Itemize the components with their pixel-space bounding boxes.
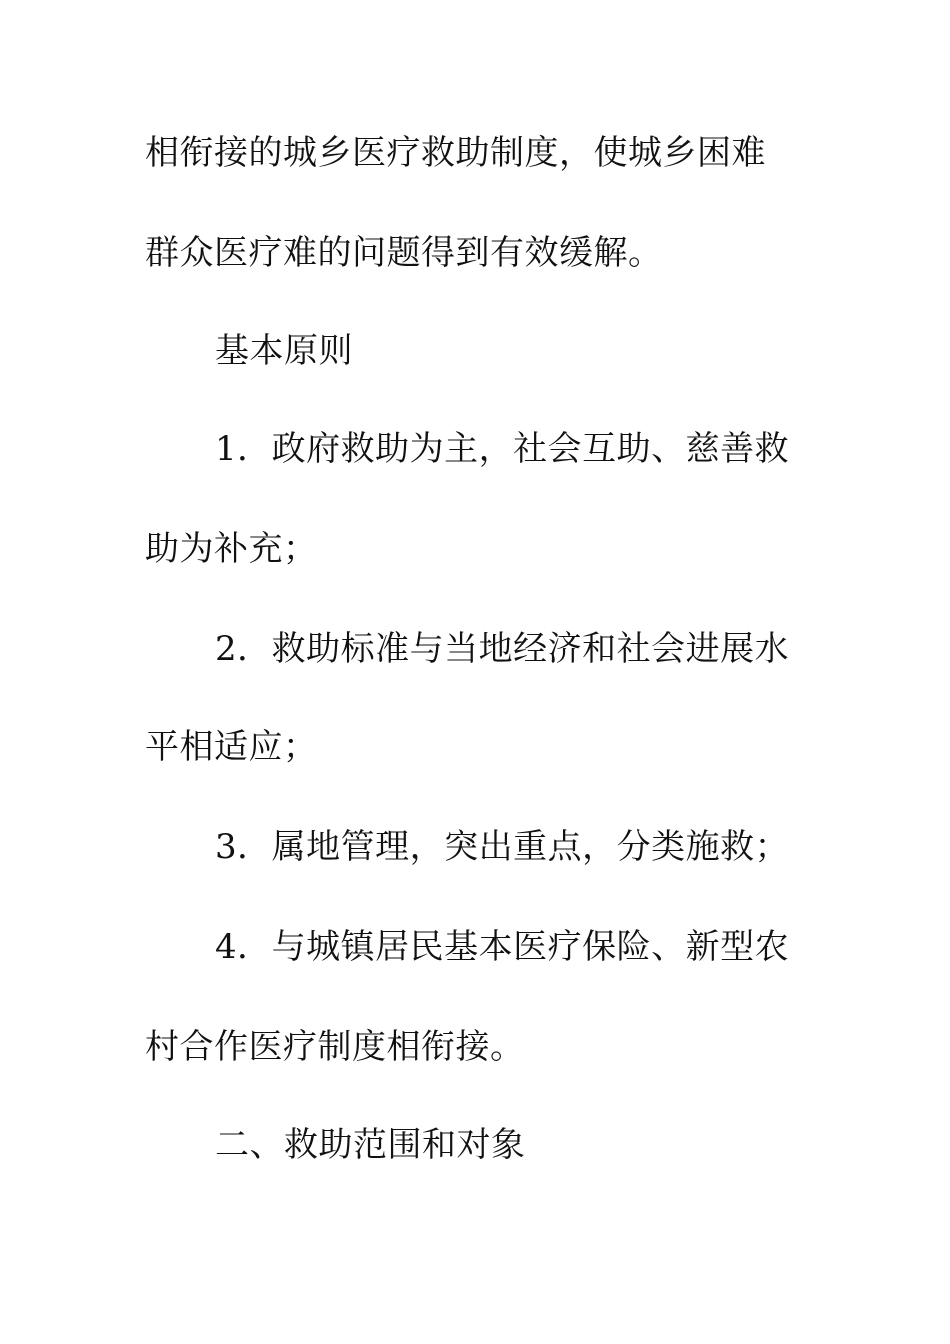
section-heading-scope-and-targets: 二、救助范围和对象 xyxy=(215,1125,526,1165)
section-heading-basic-principles: 基本原则 xyxy=(215,331,353,371)
principle-2-line-1: 2．救助标准与当地经济和社会进展水 xyxy=(215,629,790,669)
paragraph-line-2: 群众医疗难的问题得到有效缓解。 xyxy=(145,233,663,273)
principle-4-line-2: 村合作医疗制度相衔接。 xyxy=(145,1027,525,1067)
principle-1-line-2: 助为补充； xyxy=(145,529,318,569)
paragraph-line-1: 相衔接的城乡医疗救助制度，使城乡困难 xyxy=(145,133,766,173)
principle-2-line-2: 平相适应； xyxy=(145,727,318,767)
principle-1-line-1: 1．政府救助为主，社会互助、慈善救 xyxy=(215,429,790,469)
principle-4-line-1: 4．与城镇居民基本医疗保险、新型农 xyxy=(215,927,790,967)
principle-3: 3．属地管理，突出重点，分类施救； xyxy=(215,827,790,867)
